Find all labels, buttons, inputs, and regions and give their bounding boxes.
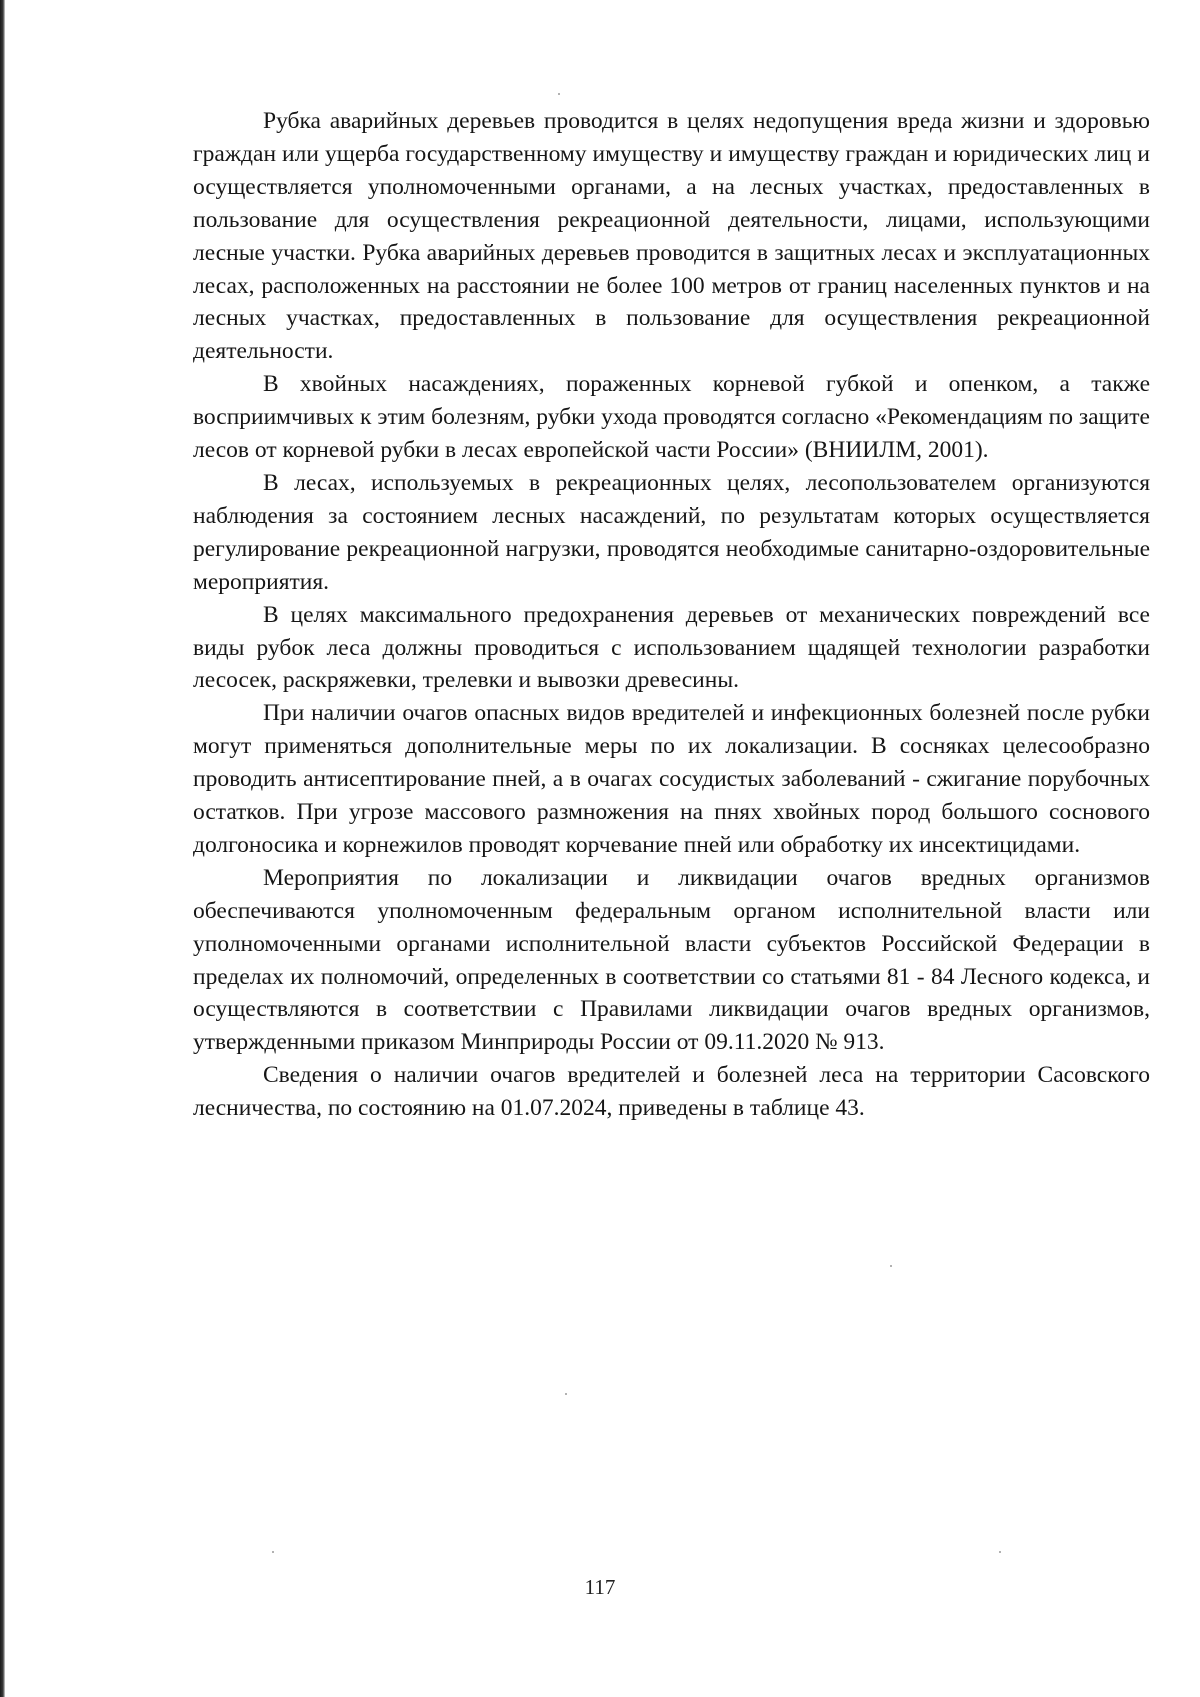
paragraph-1: Рубка аварийных деревьев проводится в целях недопущения вреда жизни и здоровью граждан или ущерба государственному имуществу и имуществу граждан и юридических лиц и осуществляется уполномоченными органами, а на лесных участках, предоставленных в пользование для осуществления рекреационной деятельности, лицами, использующими лесные участки. Рубка аварийных деревьев проводится в защитных лесах и эксплуатационных лесах, расположенных на расстоянии не более 100 метров от границ населенных пунктов и на лесных участках, предоставленных в пользование для осуществления рекреационной деятельности.	[193, 108, 1150, 365]
paragraph-2: В хвойных насаждениях, пораженных корневой губкой и опенком, а также восприимчивых к этим болезням, рубки ухода проводятся согласно «Рекомендациям по защите лесов от корневой рубки в лесах европейской части России» (ВНИИЛМ, 2001).	[193, 371, 1150, 464]
scan-speck	[272, 1551, 274, 1553]
paragraph-3: В лесах, используемых в рекреационных целях, лесопользователем организуются наблюдения за состоянием лесных насаждений, по результатам которых осуществляется регулирование рекреационной нагрузки, проводятся необходимые санитарно-оздоровительные мероприятия.	[193, 469, 1150, 595]
document-body	[193, 105, 1150, 1125]
scan-speck	[558, 93, 560, 95]
scan-speck	[565, 1393, 567, 1395]
paragraph-6: Мероприятия по локализации и ликвидации очагов вредных организмов обеспечиваются уполномоченным федеральным органом исполнительной власти или уполномоченными органами исполнительной власти субъектов Российской Федерации в пределах их полномочий, определенных в соответствии со статьями 81 - 84 Лесного кодекса, и осуществляются в соответствии с Правилами ликвидации очагов вредных организмов, утвержденными приказом Минприроды России от 09.11.2020 № 913.	[193, 864, 1150, 1056]
paragraph-5: При наличии очагов опасных видов вредителей и инфекционных болезней после рубки могут применяться дополнительные меры по их локализации. В сосняках целесообразно проводить антисептирование пней, а в очагах сосудистых заболеваний - сжигание порубочных остатков. При угрозе массового размножения на пнях хвойных пород большого соснового долгоносика и корнежилов проводят корчевание пней или обработку их инсектицидами.	[193, 700, 1150, 858]
scan-speck	[999, 1551, 1001, 1553]
page-number: 117	[584, 1575, 616, 1599]
paragraph-4: В целях максимального предохранения деревьев от механических повреждений все виды рубок леса должны проводиться с использованием щадящей технологии разработки лесосек, раскряжевки, трелевки и вывозки древесины.	[193, 601, 1150, 694]
paragraph-7: Сведения о наличии очагов вредителей и болезней леса на территории Сасовского лесничества, по состоянию на 01.07.2024, приведены в таблице 43.	[193, 1062, 1150, 1122]
scan-speck	[890, 1265, 892, 1267]
scan-left-edge	[0, 0, 5, 1697]
